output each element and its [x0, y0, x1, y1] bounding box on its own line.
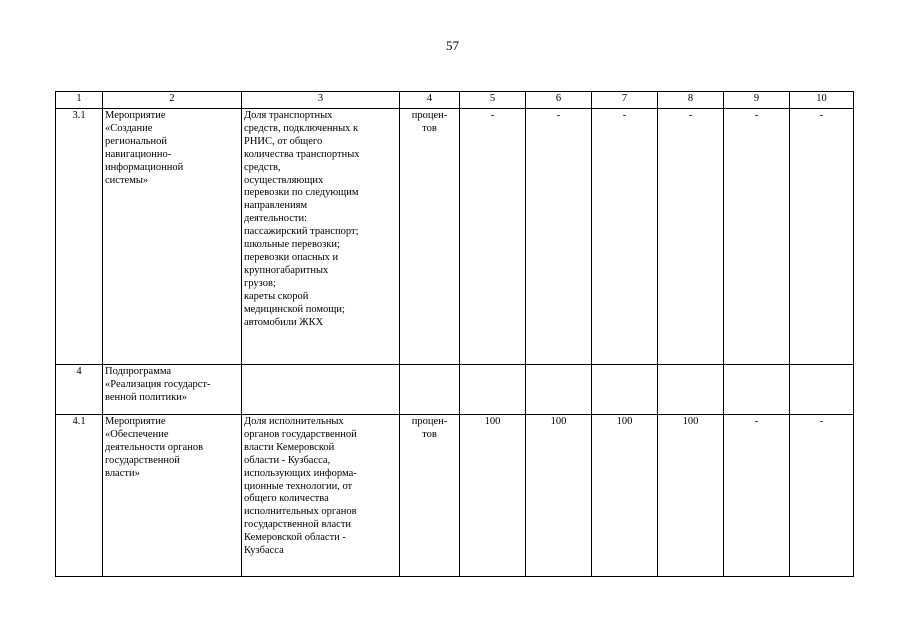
header-cell: 3: [242, 92, 400, 109]
value-cell: [790, 365, 854, 415]
row-number: 3.1: [56, 109, 103, 365]
value-cell: [724, 365, 790, 415]
indicator-name: Доля исполнительных органов государственной власти Кемеровской области - Кузбасса, использующих информа- ционные технологии, от общего количества исполнительных органов государственной власти Кемеровской области - Кузбасса: [242, 415, 400, 577]
activity-name: Мероприятие «Обеспечение деятельности органов государственной власти»: [103, 415, 242, 577]
unit-cell: [400, 365, 460, 415]
indicators-table: [55, 91, 854, 577]
table-row: [56, 365, 854, 415]
table-row: [56, 109, 854, 365]
value-cell: -: [724, 109, 790, 365]
header-cell: 9: [724, 92, 790, 109]
header-cell: 6: [526, 92, 592, 109]
header-cell: 2: [103, 92, 242, 109]
unit-cell: процен- тов: [400, 415, 460, 577]
row-number: 4: [56, 365, 103, 415]
indicator-name: [242, 365, 400, 415]
header-cell: 10: [790, 92, 854, 109]
value-cell: -: [790, 109, 854, 365]
value-cell: -: [592, 109, 658, 365]
value-cell: -: [460, 109, 526, 365]
value-cell: -: [724, 415, 790, 577]
header-row: [56, 92, 854, 109]
header-cell: 5: [460, 92, 526, 109]
value-cell: -: [658, 109, 724, 365]
value-cell: [592, 365, 658, 415]
unit-cell: процен- тов: [400, 109, 460, 365]
page-number: 57: [446, 38, 459, 53]
header-cell: 7: [592, 92, 658, 109]
value-cell: -: [790, 415, 854, 577]
value-cell: [526, 365, 592, 415]
header-cell: 1: [56, 92, 103, 109]
activity-name: Мероприятие «Создание региональной навигационно- информационной системы»: [103, 109, 242, 365]
table-row: [56, 415, 854, 577]
value-cell: 100: [460, 415, 526, 577]
value-cell: 100: [658, 415, 724, 577]
header-cell: 4: [400, 92, 460, 109]
value-cell: [658, 365, 724, 415]
value-cell: 100: [592, 415, 658, 577]
value-cell: [460, 365, 526, 415]
header-cell: 8: [658, 92, 724, 109]
indicator-name: Доля транспортных средств, подключенных к РНИС, от общего количества транспортных средств, осуществляющих перевозки по следующим направлениям деятельности: пассажирский транспорт; школьные перевозки; перевозки опасных и крупногабаритных грузов; кареты скорой медицинской помощи; автомобили ЖКХ: [242, 109, 400, 365]
subprogram-name: Подпрограмма «Реализация государст- венной политики»: [103, 365, 242, 415]
value-cell: 100: [526, 415, 592, 577]
row-number: 4.1: [56, 415, 103, 577]
value-cell: -: [526, 109, 592, 365]
